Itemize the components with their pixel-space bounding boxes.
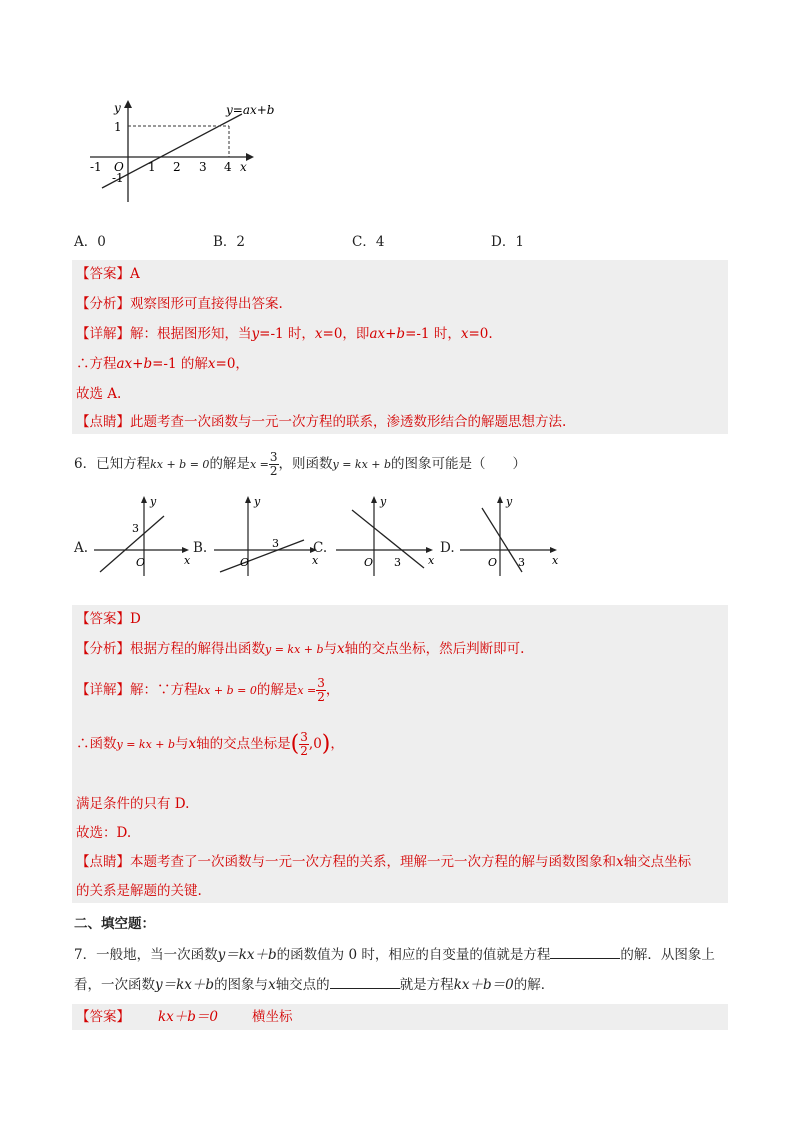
blank-2[interactable] [330, 974, 400, 989]
graph-tick-3: 3 [199, 160, 207, 174]
detail-tag: 【详解】 [76, 682, 130, 698]
q7-answer-line [76, 1007, 293, 1027]
q6-graph-a [92, 494, 192, 578]
analysis-text: 观察图形可直接得出答案. [130, 296, 283, 312]
svg-text:y: y [506, 495, 513, 508]
graph-tick-2: 2 [173, 160, 181, 174]
graph-tick-1: 1 [148, 160, 156, 174]
svg-text:3: 3 [272, 537, 279, 550]
svg-text:x: x [428, 554, 435, 567]
q5-answer-line [76, 264, 140, 284]
answer-value: D [130, 611, 141, 627]
q5-detail-line: 【详解】解：根据图形知，当y=-1 时，x=0，即ax+b=-1 时，x=0. [76, 326, 493, 342]
q5-analysis-line [76, 294, 283, 314]
q5-graph [86, 98, 286, 204]
answer-value-2: 横坐标 [252, 1009, 293, 1025]
svg-text:x: x [184, 554, 191, 567]
q6-graph-b [212, 494, 322, 578]
q6-option-d-label: D. [440, 540, 455, 556]
q6-graph-c [334, 494, 440, 578]
answer-tag: 【答案】 [76, 266, 130, 282]
q6-comment-line-2: 的关系是解题的关键. [76, 883, 202, 899]
graph-tick-4: 4 [224, 160, 232, 174]
detail-tag: 【详解】 [76, 326, 130, 342]
svg-text:O: O [364, 556, 374, 569]
blank-1[interactable] [550, 944, 620, 959]
q6-stem: 6．已知方程kx + b = 0的解是x = $\frac{3}{2}$ ，则函数y = kx + b的图象可能是（ ） [74, 450, 527, 478]
svg-text:3: 3 [518, 556, 525, 569]
answer-value-1: kx＋b＝0 [158, 1009, 219, 1025]
svg-text:O: O [240, 556, 250, 569]
svg-text:y: y [254, 495, 261, 508]
graph-neg1-x: -1 [90, 160, 102, 174]
q5-option-a: A．0 [74, 234, 106, 250]
q7-line-2: 看，一次函数y＝kx＋b的图象与x轴交点的 就是方程kx＋b＝0的解． [74, 974, 554, 995]
answer-value: A [130, 266, 140, 282]
graph-y-label: y [114, 101, 121, 115]
answer-tag: 【答案】 [76, 611, 130, 627]
svg-text:x: x [552, 554, 559, 567]
q6-option-a-label: A. [74, 540, 89, 556]
graph-one-y: 1 [114, 120, 122, 134]
comment-text: 此题考查一次函数与一元一次方程的联系，渗透数形结合的解题思想方法. [130, 414, 567, 430]
q6-analysis-line: 【分析】根据方程的解得出函数y = kx + b与x轴的交点坐标，然后判断即可. [76, 641, 525, 657]
q5-solution-block [72, 260, 728, 434]
section-heading: 二、填空题： [74, 916, 155, 932]
svg-text:O: O [488, 556, 498, 569]
q6-detail-line: 【详解】解：∵方程kx + b = 0的解是x = $\frac{3}{2}$ ， [76, 676, 340, 704]
svg-text:y: y [150, 495, 157, 508]
svg-text:O: O [136, 556, 146, 569]
q6-answer-line [76, 609, 141, 629]
svg-text:y: y [380, 495, 387, 508]
y-axis-arrow-icon [124, 100, 132, 108]
fraction-3-2: $\frac{3}{2}$ [269, 450, 278, 478]
q6-conclusion: 故选：D. [76, 825, 132, 841]
x-axis-arrow-icon [246, 153, 254, 161]
graph-neg1-y: -1 [112, 171, 124, 185]
comment-tag: 【点睛】 [76, 414, 130, 430]
q6-comment-line-1: 【点睛】本题考查了一次函数与一元一次方程的关系，理解一元一次方程的解与函数图象和x轴交点坐标 [76, 854, 692, 870]
q6-graph-d [458, 494, 564, 578]
q6-option-c-label: C. [313, 540, 328, 556]
svg-text:3: 3 [132, 522, 139, 535]
q6-intersection-line: ∴函数y = kx + b与x轴的交点坐标是( $\frac{3}{2}$ ,0)， [76, 730, 344, 758]
q5-option-d: D．1 [491, 234, 524, 250]
graph-x-label: x [240, 160, 247, 174]
svg-text:3: 3 [394, 556, 401, 569]
q6-satisfy-line: 满足条件的只有 D. [76, 796, 190, 812]
svg-text:x: x [312, 554, 319, 567]
graph-func-label: y=ax+b [226, 103, 275, 117]
q7-line-1: 7．一般地，当一次函数y＝kx＋b的函数值为 0 时，相应的自变量的值就是方程 的解．从图象上 [74, 944, 715, 965]
q5-conclusion: 故选 A. [76, 386, 122, 402]
analysis-tag: 【分析】 [76, 641, 130, 657]
q5-option-b: B．2 [213, 234, 246, 250]
q5-option-c: C．4 [352, 234, 385, 250]
answer-tag: 【答案】 [76, 1009, 130, 1025]
comment-tag: 【点睛】 [76, 854, 130, 870]
q5-comment-line [76, 412, 566, 432]
point-coordinates: ( [290, 731, 300, 757]
q5-therefore-line: ∴方程ax+b=-1 的解x=0， [76, 356, 249, 372]
q6-option-b-label: B. [193, 540, 208, 556]
graph-origin: O [114, 160, 124, 174]
analysis-tag: 【分析】 [76, 296, 130, 312]
